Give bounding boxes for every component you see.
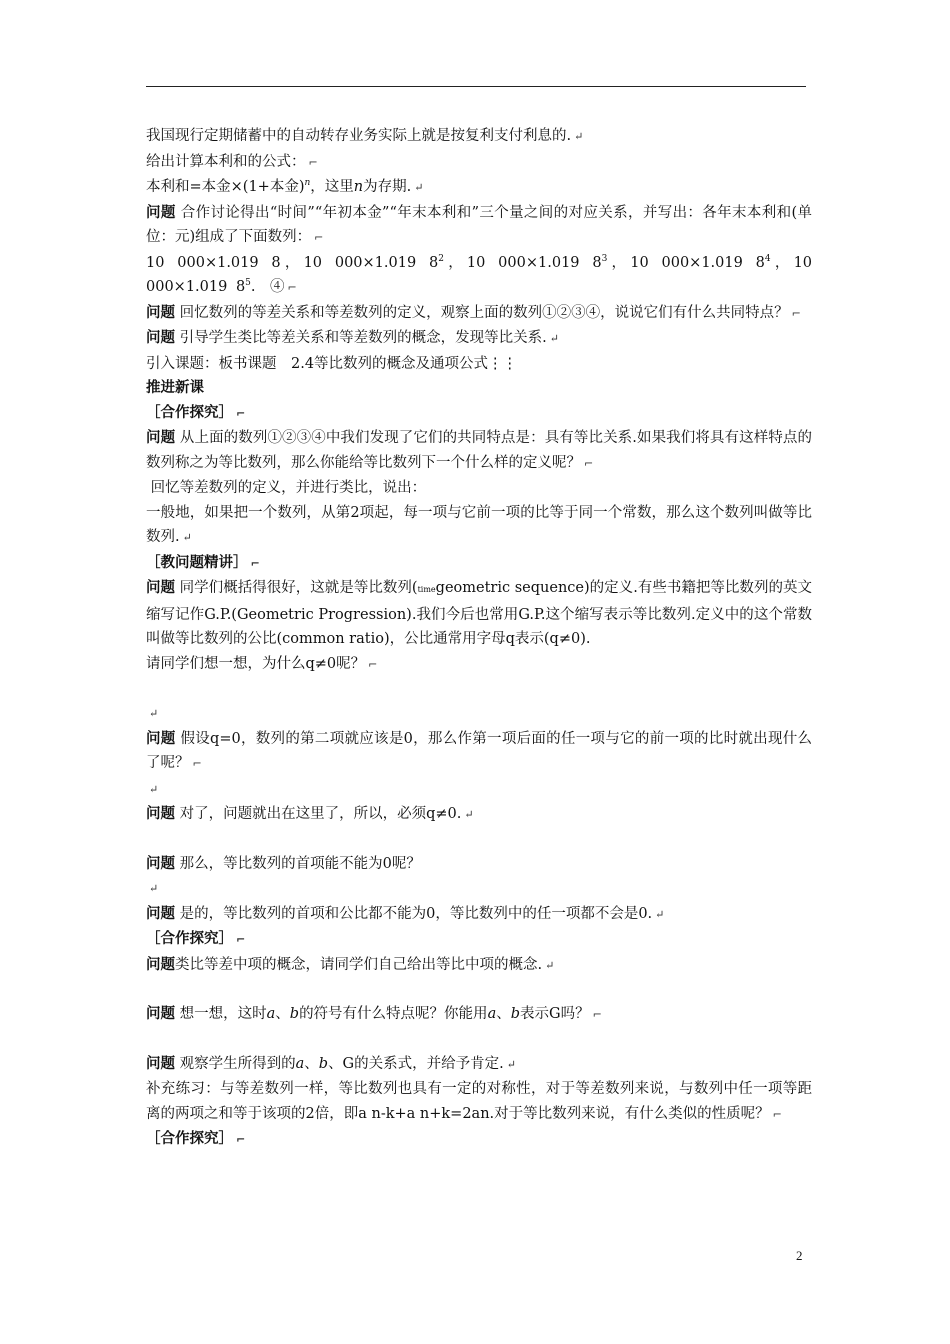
- page-number: 2: [796, 1248, 803, 1263]
- question-6: 问题 假设q=0，数列的第二项就应该是0，那么作第一项后面的任一项与它的前一项的比时就出现什么了呢？ ⌐: [146, 729, 813, 771]
- question-10: 问题类比等差中项的概念，请同学们自己给出等比中项的概念. ↵: [146, 955, 554, 973]
- coop-heading-3: ［合作探究］ ⌐: [146, 1130, 245, 1147]
- question-7: 问题 对了，问题就出在这里了，所以，必须q≠0. ↵: [146, 805, 473, 822]
- line-formula-intro: 给出计算本利和的公式： ⌐: [146, 153, 317, 170]
- question-11: 问题 想一想，这时a、b的符号有什么特点呢？你能用a、b表示G吗？ ⌐: [146, 1005, 601, 1022]
- para-mark: ↵: [149, 707, 158, 720]
- line-savings: 我国现行定期储蓄中的自动转存业务实际上就是按复利支付利息的. ↵: [146, 128, 583, 144]
- question-5: 问题 同学们概括得很好，这就是等比数列(timegeometric sequence)的定义.有些书籍把等比数列的英文缩写记作G.P.(Geometric Progression).我们今后也常用G.P.这个缩写表示等比数列.定义中的这个常数叫做等比数列的公比(common ratio)，公比通常用字母q表示(q≠0).: [146, 579, 812, 647]
- para-mark: ↵: [149, 882, 158, 895]
- document-body: [146, 124, 812, 1153]
- coop-heading-1: ［合作探究］ ⌐: [146, 403, 245, 421]
- para-mark: ↵: [149, 782, 158, 796]
- intro-topic: 引入课题：板书课题 2.4等比数列的概念及通项公式⋮⋮: [146, 355, 518, 372]
- question-3: 问题 引导学生类比等差关系和等差数列的概念，发现等比关系. ↵: [146, 329, 558, 346]
- section-new-lesson: 推进新课: [146, 379, 204, 396]
- sequence-line: 10 000×1.019 8，10 000×1.019 $8^2$，10 000×1.019 $8^3$，10 000×1.019 $8^4$，10 000×1.019 $8^5$. ④ ⌐: [146, 253, 813, 295]
- teach-heading: ［教问题精讲］ ⌐: [146, 553, 259, 571]
- question-1: 问题 合作讨论得出“时间”“年初本金”“年末本利和”三个量之间的对应关系，并写出：各年末本利和(单位：元)组成了下面数列： ⌐: [146, 203, 813, 245]
- recall-line: 回忆等差数列的定义，并进行类比，说出：: [150, 480, 427, 496]
- definition: 一般地，如果把一个数列，从第2项起，每一项与它前一项的比等于同一个常数，那么这个数列叫做等比数列. ↵: [146, 504, 812, 545]
- question-12: 问题 观察学生所得到的a、b、G的关系式，并给予肯定. ↵: [146, 1054, 515, 1072]
- question-9: 问题 是的，等比数列的首项和公比都不能为0，等比数列中的任一项都不会是0. ↵: [146, 904, 664, 922]
- question-8: 问题 那么，等比数列的首项能不能为0呢？: [146, 854, 421, 872]
- line-formula: 本利和=本金×(1+本金)$^n$，这里n为存期. ↵: [146, 178, 423, 195]
- question-4: 问题 从上面的数列①②③④中我们发现了它们的共同特点是：具有等比关系.如果我们将具有这样特点的数列称之为等比数列，那么你能给等比数列下一个什么样的定义呢？ ⌐: [146, 429, 812, 471]
- supplementary-exercise: 补充练习：与等差数列一样，等比数列也具有一定的对称性，对于等差数列来说，与数列中任一项等距离的两项之和等于该项的2倍，即a n-k+a n+k=2an.对于等比数列来说，有什么类似的性质呢？ ⌐: [146, 1081, 812, 1122]
- ask-line: 请同学们想一想，为什么q≠0呢？ ⌐: [146, 655, 377, 672]
- question-2: 问题 回忆数列的等差关系和等差数列的定义，观察上面的数列①②③④，说说它们有什么共同特点？ ⌐: [146, 303, 800, 321]
- coop-heading-2: ［合作探究］ ⌐: [146, 930, 245, 947]
- header-rule: [146, 86, 806, 87]
